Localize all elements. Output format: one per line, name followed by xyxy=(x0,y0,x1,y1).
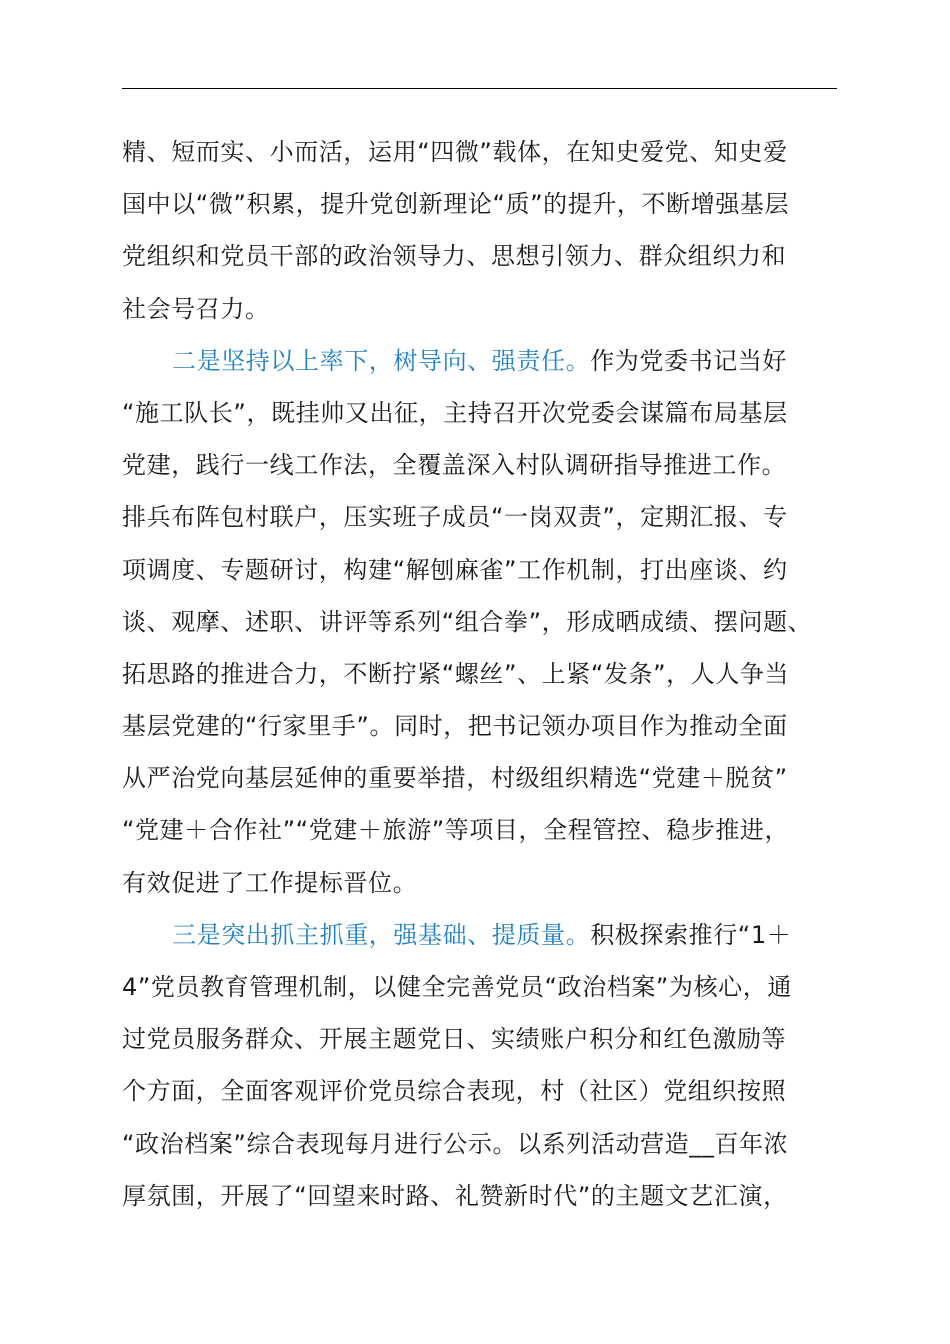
paragraph-1-line-3: 党组织和党员干部的政治领导力、思想引领力、群众组织力和 xyxy=(122,242,787,271)
paragraph-2-line-4: 排兵布阵包村联户，压实班子成员“一岗双责”，定期汇报、专 xyxy=(122,503,788,532)
paragraph-1-line-1: 精、短而实、小而活，运用“四微”载体，在知史爱党、知史爱 xyxy=(122,138,788,166)
paragraph-2-line-9: 从严治党向基层延伸的重要举措，村级组织精选“党建＋脱贫” xyxy=(122,764,788,793)
paragraph-2-line-8: 基层党建的“行家里手”。同时，把书记领办项目作为推动全面 xyxy=(122,712,788,741)
paragraph-3-line-4: 个方面，全面客观评价党员综合表现，村（社区）党组织按照 xyxy=(122,1077,787,1106)
header-rule xyxy=(122,88,837,89)
paragraph-2-line-7: 拓思路的推进合力，不断拧紧“螺丝”、上紧“发条”，人人争当 xyxy=(122,659,790,688)
paragraph-3-line-2: 4”党员教育管理机制，以健全完善党员“政治档案”为核心，通 xyxy=(122,973,792,1001)
paragraph-3-line-3: 过党员服务群众、开展主题党日、实绩账户积分和红色激励等 xyxy=(122,1025,787,1054)
paragraph-3-line-6: 厚氛围，开展了“回望来时路、礼赞新时代”的主题文艺汇演， xyxy=(122,1181,788,1210)
paragraph-3-lead: 三是突出抓主抓重，强基础、提质量。 xyxy=(172,920,591,949)
paragraph-2-first-line-rest: 作为党委书记当好 xyxy=(590,346,788,375)
paragraph-2-line-5: 项调度、专题研讨，构建“解刨麻雀”工作机制，打出座谈、约 xyxy=(122,555,788,584)
paragraph-2-line-2: “施工队长”，既挂帅又出征，主持召开次党委会谋篇布局基层 xyxy=(122,398,788,427)
paragraph-3-line-1 xyxy=(122,909,837,961)
paragraph-3-first-line-rest: 积极探索推行“1＋ xyxy=(590,920,792,949)
document-body xyxy=(122,126,837,1222)
paragraph-1-line-4: 社会号召力。 xyxy=(122,294,270,323)
paragraph-2-line-3: 党建，践行一线工作法，全覆盖深入村队调研指导推进工作。 xyxy=(122,451,787,480)
paragraph-2-line-1 xyxy=(122,335,837,387)
paragraph-1-line-2: 国中以“微”积累，提升党创新理论“质”的提升，不断增强基层 xyxy=(122,190,790,219)
paragraph-2-line-10: “党建＋合作社”“党建＋旅游”等项目，全程管控、稳步推进， xyxy=(122,816,790,845)
paragraph-3-line-5: “政治档案”综合表现每月进行公示。以系列活动营造__百年浓 xyxy=(122,1129,789,1158)
paragraph-2-line-11: 有效促进了工作提标晋位。 xyxy=(122,868,418,897)
paragraph-2-line-6: 谈、观摩、述职、讲评等系列“组合拳”，形成晒成绩、摆问题、 xyxy=(122,607,813,636)
paragraph-2-lead: 二是坚持以上率下，树导向、强责任。 xyxy=(172,346,591,375)
